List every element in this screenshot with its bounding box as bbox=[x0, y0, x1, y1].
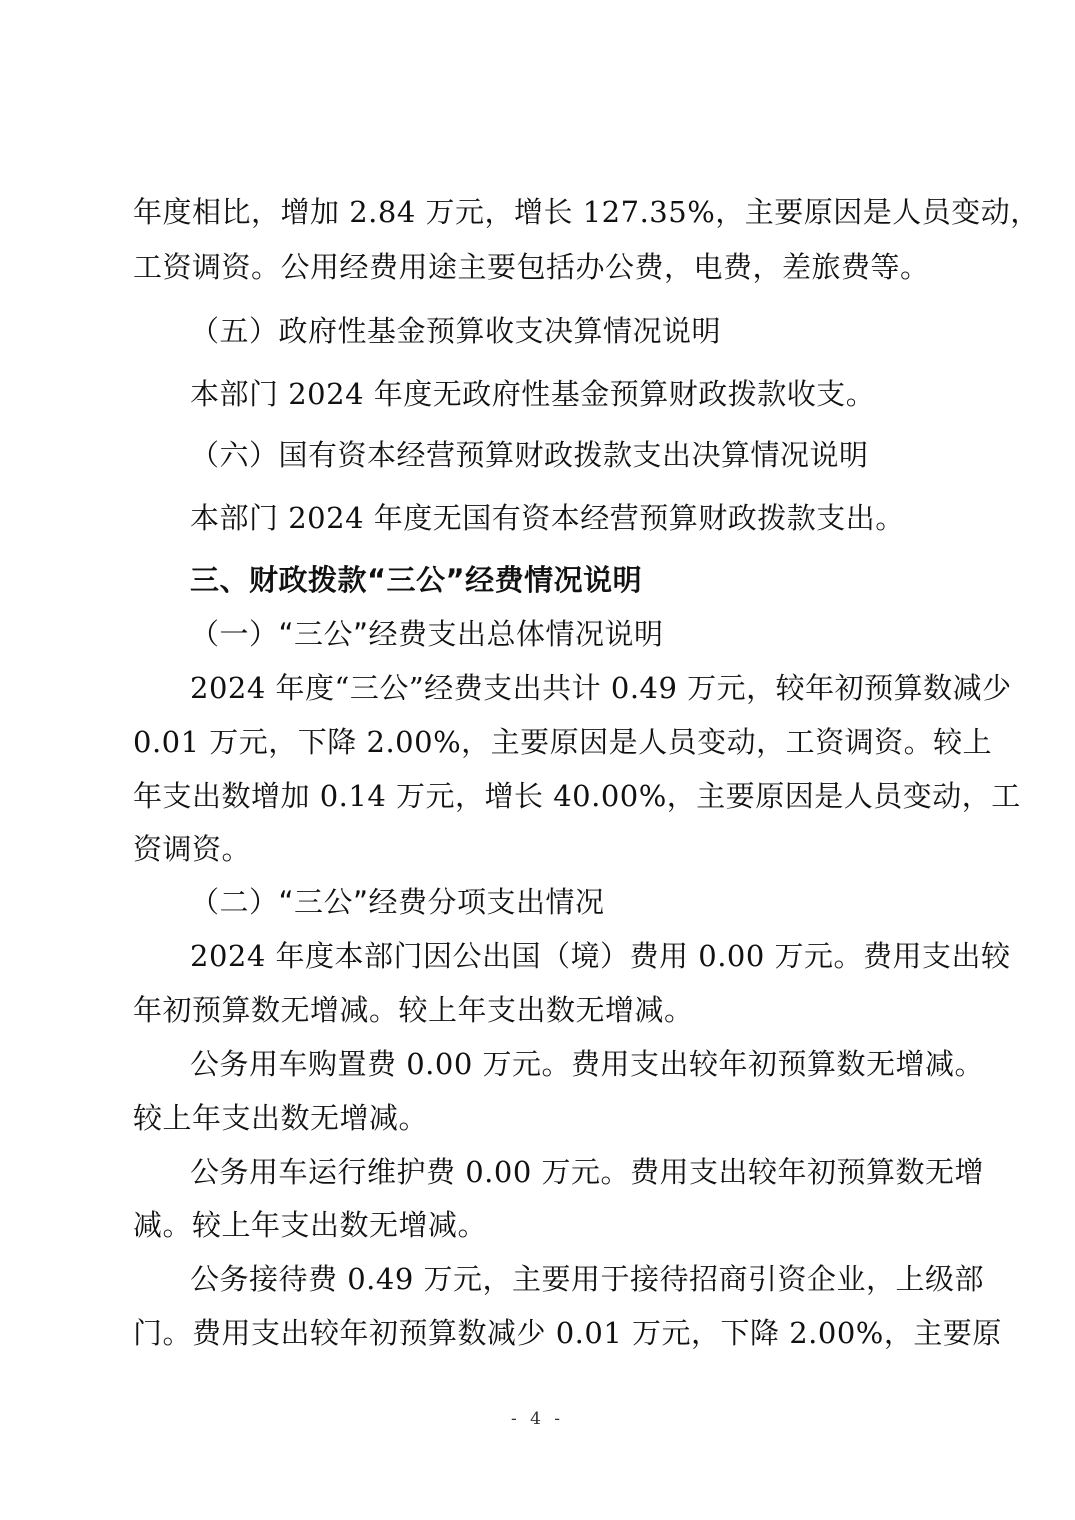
body-line: 年支出数增加 0.14 万元，增长 40.00%，主要原因是人员变动，工 bbox=[133, 779, 1021, 813]
section-subheading: （六）国有资本经营预算财政拨款支出决算情况说明 bbox=[190, 438, 869, 472]
body-line: 门。费用支出较年初预算数减少 0.01 万元，下降 2.00%，主要原 bbox=[133, 1316, 1002, 1350]
section-subheading: （一）“三公”经费支出总体情况说明 bbox=[190, 617, 664, 651]
body-line: 2024 年度“三公”经费支出共计 0.49 万元，较年初预算数减少 bbox=[190, 671, 1012, 705]
page-number: - 4 - bbox=[510, 1409, 565, 1429]
body-line: 工资调资。公用经费用途主要包括办公费，电费，差旅费等。 bbox=[133, 250, 930, 284]
section-subheading: （二）“三公”经费分项支出情况 bbox=[190, 885, 605, 919]
body-line: 公务用车运行维护费 0.00 万元。费用支出较年初预算数无增 bbox=[190, 1155, 985, 1189]
body-line: 年度相比，增加 2.84 万元，增长 127.35%，主要原因是人员变动， bbox=[133, 195, 1040, 229]
section-subheading: （五）政府性基金预算收支决算情况说明 bbox=[190, 314, 722, 348]
section-heading: 三、财政拨款“三公”经费情况说明 bbox=[190, 563, 643, 597]
body-line: 本部门 2024 年度无政府性基金预算财政拨款收支。 bbox=[190, 377, 876, 411]
body-line: 资调资。 bbox=[133, 832, 252, 866]
body-line: 年初预算数无增减。较上年支出数无增减。 bbox=[133, 993, 694, 1027]
body-line: 公务用车购置费 0.00 万元。费用支出较年初预算数无增减。 bbox=[190, 1047, 985, 1081]
body-line: 减。较上年支出数无增减。 bbox=[133, 1208, 488, 1242]
body-line: 较上年支出数无增减。 bbox=[133, 1101, 429, 1135]
body-line: 2024 年度本部门因公出国（境）费用 0.00 万元。费用支出较 bbox=[190, 939, 1011, 973]
body-line: 公务接待费 0.49 万元，主要用于接待招商引资企业，上级部 bbox=[190, 1262, 985, 1296]
body-line: 0.01 万元，下降 2.00%，主要原因是人员变动，工资调资。较上 bbox=[133, 725, 993, 759]
body-line: 本部门 2024 年度无国有资本经营预算财政拨款支出。 bbox=[190, 501, 905, 535]
